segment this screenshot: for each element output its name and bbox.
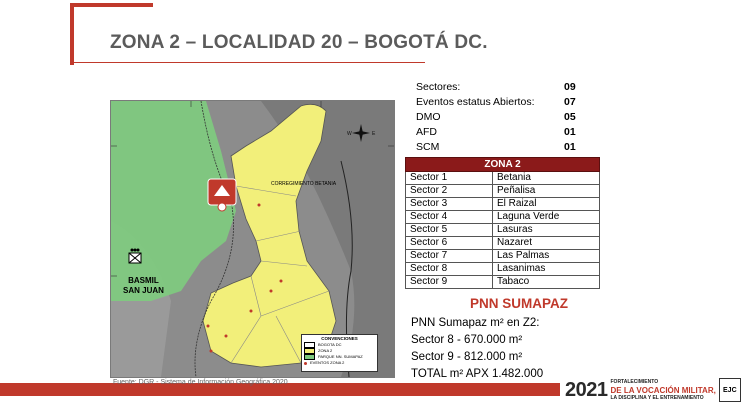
basmil-label (123, 276, 164, 296)
brand-slogan (611, 379, 716, 401)
table-row (406, 198, 600, 211)
table-header-row (406, 158, 600, 172)
stat-value: 09 (564, 81, 576, 93)
legend-item: PARQUE NN. SUMAPAZ (304, 354, 375, 360)
legend-swatch-event (304, 362, 307, 365)
svg-text:E: E (372, 131, 376, 137)
sector-name-cell: Peñalisa (493, 185, 600, 198)
pnn-line: Sector 9 - 812.000 m² (411, 351, 523, 363)
basmil-line-2: SAN JUAN (123, 286, 164, 295)
sector-cell: Sector 5 (406, 224, 493, 237)
table-row (406, 224, 600, 237)
legend-title: CONVENCIONES (321, 336, 358, 341)
brand-line-3: LA DISCIPLINA Y EL ENTRENAMIENTO (610, 394, 704, 401)
sector-cell: Sector 3 (406, 198, 493, 211)
sector-name-cell: Tabaco (493, 276, 600, 289)
sector-name-cell: Las Palmas (493, 250, 600, 263)
table-row (406, 250, 600, 263)
sector-cell: Sector 1 (406, 172, 493, 185)
brand-line-1: FORTALECIMIENTO (610, 379, 659, 385)
pnn-line: PNN Sumapaz m² en Z2: (411, 317, 540, 329)
pnn-details (411, 315, 543, 383)
stats-list (416, 80, 580, 155)
table-row (406, 237, 600, 250)
table-header: ZONA 2 (406, 158, 600, 172)
stat-label: Sectores: (416, 81, 461, 93)
stat-value: 01 (564, 126, 576, 138)
table-row (406, 263, 600, 276)
sector-cell: Sector 8 (406, 263, 493, 276)
stat-row (416, 80, 580, 95)
stat-row (416, 110, 580, 125)
corregimiento-label: CORREGIMIENTO BETANIA (271, 181, 337, 187)
page-title: ZONA 2 – LOCALIDAD 20 – BOGOTÁ DC. (110, 32, 488, 53)
sector-cell: Sector 9 (406, 276, 493, 289)
ejc-logo-icon: EJC (719, 378, 741, 402)
stat-value: 07 (564, 96, 576, 108)
pnn-line: Sector 8 - 670.000 m² (411, 334, 523, 346)
sector-name-cell: Betania (493, 172, 600, 185)
stat-label: DMO (416, 111, 441, 123)
stat-label: Eventos estatus Abiertos: (416, 96, 535, 108)
stat-row (416, 95, 580, 110)
brand-line-2: DE LA VOCACIÓN MILITAR, (610, 385, 716, 395)
sector-name-cell: Laguna Verde (493, 211, 600, 224)
sector-cell: Sector 6 (406, 237, 493, 250)
stat-row (416, 140, 580, 155)
pnn-line: TOTAL m² APX 1.482.000 (411, 368, 544, 380)
stat-value: 01 (564, 141, 576, 153)
source-note: Fuente: DGR - Sistema de Información Geográfica 2020 (113, 379, 288, 386)
table-row (406, 185, 600, 198)
frame-top-line (70, 3, 153, 7)
stat-value: 05 (564, 111, 576, 123)
sector-name-cell: Lasuras (493, 224, 600, 237)
stat-label: SCM (416, 141, 440, 153)
basmil-line-1: BASMIL (128, 276, 159, 285)
brand-block (565, 378, 741, 402)
svg-text:W: W (347, 131, 352, 137)
sector-name-cell: El Raizal (493, 198, 600, 211)
table-row (406, 211, 600, 224)
frame-left-line (70, 3, 74, 65)
stat-label: AFD (416, 126, 437, 138)
sector-name-cell: Nazaret (493, 237, 600, 250)
stat-row (416, 125, 580, 140)
sector-cell: Sector 7 (406, 250, 493, 263)
legend-item: ZONA 2 (304, 348, 375, 354)
table-row (406, 172, 600, 185)
zone-map (110, 100, 395, 378)
legend-item: BOGOTA DC (304, 342, 375, 348)
zone-table (405, 157, 600, 289)
brand-year: 2021 (565, 378, 608, 401)
sector-name-cell: Lasanimas (493, 263, 600, 276)
table-row (406, 276, 600, 289)
title-underline (70, 62, 425, 63)
pnn-title: PNN SUMAPAZ (470, 296, 569, 311)
map-legend (301, 334, 378, 372)
legend-item: EVENTOS ZONA 2 (304, 360, 375, 366)
sector-cell: Sector 4 (406, 211, 493, 224)
sector-cell: Sector 2 (406, 185, 493, 198)
